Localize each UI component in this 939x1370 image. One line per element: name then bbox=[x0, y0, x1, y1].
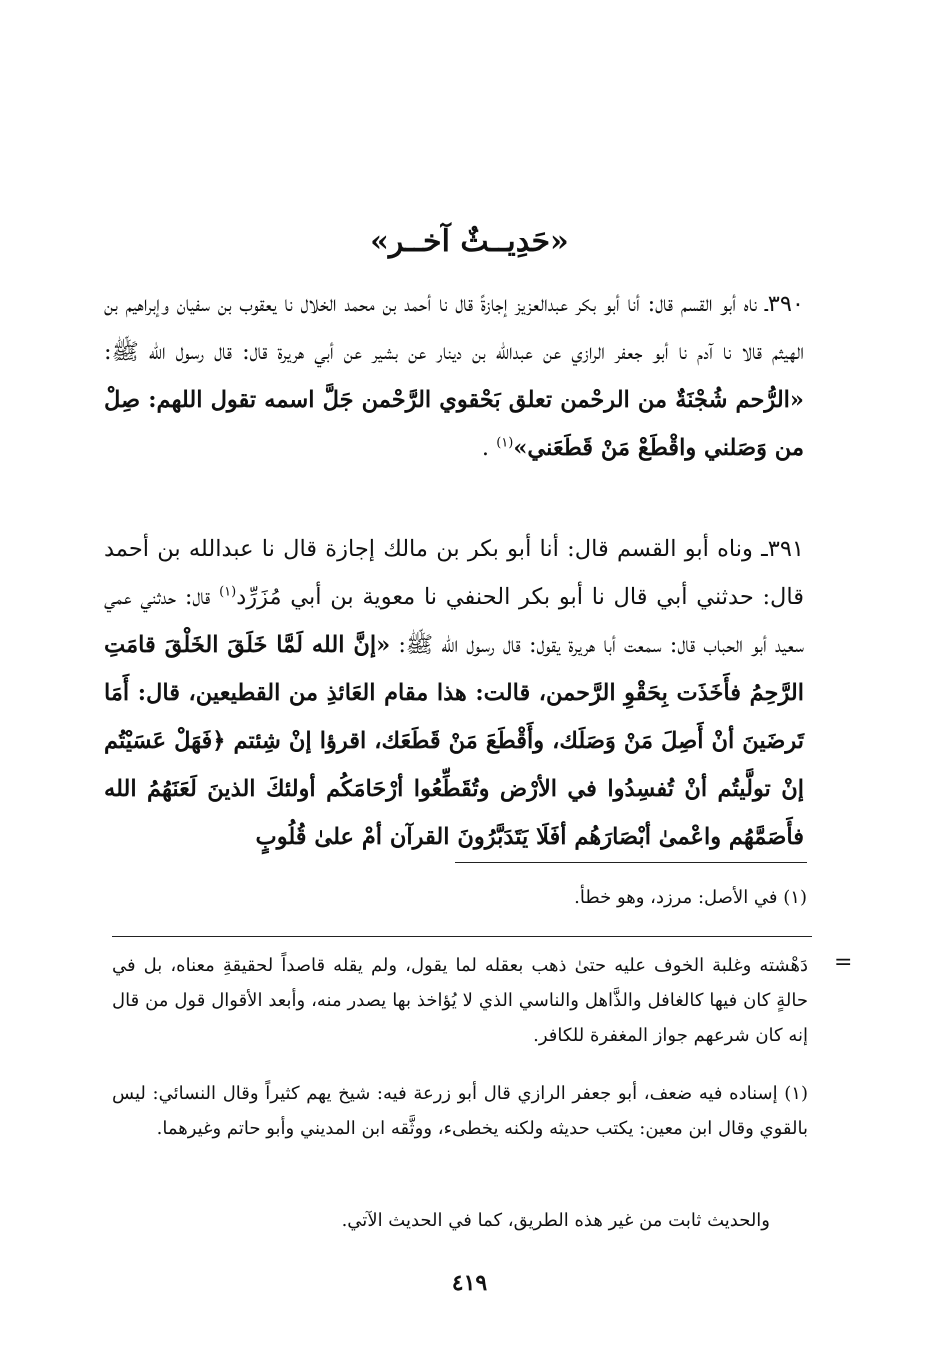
page-number: ٤١٩ bbox=[451, 1270, 488, 1296]
hadith-isnad-continued: قال: حدثني عمي سعيد أبو الحباب قال: سمعت أبا هريرة يقول: قال رسول الله ﷺ: bbox=[104, 584, 804, 658]
hadith-390 bbox=[104, 280, 804, 472]
footnote-ref: (١) bbox=[219, 584, 237, 600]
hadith-number: ٣٩٠ bbox=[767, 291, 804, 317]
sentence-end: . bbox=[481, 435, 497, 461]
commentary-note-1-extra: والحديث ثابت من غير هذه الطريق، كما في الحديث الآتي. bbox=[341, 1210, 770, 1231]
hadith-matn: «الرُّحم شُجْنَةٌ من الرحْمن تعلق بَحْقوي الرَّحْمن جَلَّ اسمه تقول اللهم: صِلْ من وَصَلني واقْطَعْ مَنْ قَطَعَني» bbox=[104, 387, 804, 461]
section-title: «حَدِيــثٌ آخــر» bbox=[370, 224, 569, 259]
hadith-isnad: ـ وناه أبو القسم قال: أنا أبو بكر بن مالك إجازة قال نا عبدالله بن أحمد قال: حدثني أبي قال نا أبو بكر الحنفي نا معوية بن أبي مُزَرِّد bbox=[104, 536, 804, 610]
commentary-divider bbox=[112, 936, 812, 937]
commentary-note-1: (١) إسناده فيه ضعف، أبو جعفر الرازي قال أبو زرعة فيه: شيخ يهم كثيراً وقال النسائي: ليس بالقوي وقال ابن معين: يكتب حديثه ولكنه يخطىء، ووثَّقه ابن المديني وأبو حاتم وغيرهما. bbox=[112, 1083, 808, 1139]
commentary-continuation: دَهْشته وغلبة الخوف عليه حتىٰ ذهب بعقله لما يقول، ولم يقله قاصداً لحقيقةِ معناه، بل في حالةٍ كان فيها كالغافل والذَّاهل والناسي الذي لا يُؤاخذ بها يصدر منه، وأبعد الأقوال قول من قال إنه كان شرعهم جواز المغفرة للكافر. bbox=[112, 955, 808, 1046]
hadith-matn: «إنَّ الله لَمَّا خَلَقَ الخَلْقَ قامَتِ الرَّحِمُ فأَخَذَت بِحَقْوِ الرَّحمن، قالت: هذا مقام العَائذِ من القطيعين، قال: أَمَا تَرضَينَ أنْ أَصِلَ مَنْ وَصَلَك، وأَقْطَعَ مَنْ قَطَعَك، اقرؤا إنْ شِئتم ﴿فَهَلْ عَسَيْتُم إنْ تولَّيتُم أنْ تُفسِدُوا في الأرْض وتُقَطِّعُوا أرْحَامَكُم أولئكَ الذينَ لَعَنَهُمُ الله فأَصَمَّهُم واعْمىٰ أبْصَارَهُم أفَلَا يَتَدَبَّرُونَ القرآن أمْ علىٰ قُلُوبٍ bbox=[104, 632, 804, 850]
continuation-mark: = bbox=[834, 950, 853, 975]
hadith-isnad: ـ ناه أبو القسم قال: أنا أبو بكر عبدالعزيز إجازةً قال نا أحمد بن محمد الخلال نا يعقوب بن سفيان وإبراهيم بن الهيثم قالا نا آدم نا أبو جعفر الرازي عن عبدالله بن دينار عن بشير عن أبي هريرة قال: قال رسول الله ﷺ: bbox=[104, 291, 804, 365]
footnote-ref: (١) bbox=[496, 435, 514, 451]
hadith-number: ٣٩١ bbox=[767, 536, 804, 562]
hadith-391 bbox=[104, 525, 804, 861]
footnote-divider bbox=[455, 862, 807, 863]
footnote-variant-reading: (١) في الأصل: مرزد، وهو خطأ. bbox=[574, 887, 807, 908]
